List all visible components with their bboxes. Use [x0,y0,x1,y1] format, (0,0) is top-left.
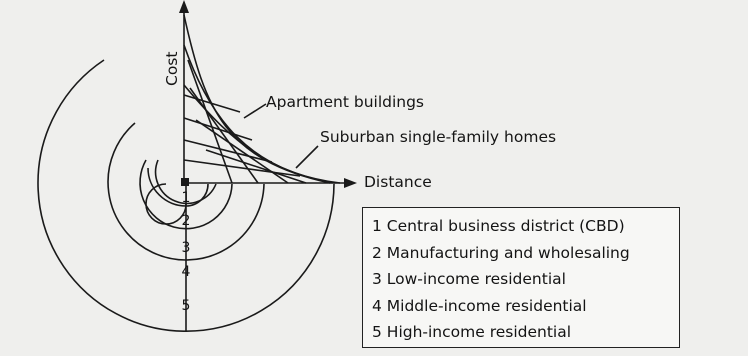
suburban-homes-label: Suburban single-family homes [320,128,557,146]
distance-axis-arrowhead [344,178,357,188]
legend-item-high-income: 5 High-income residential [372,323,572,341]
zone-number-3: 3 [181,240,191,256]
zone-number-2: 2 [181,213,191,229]
zone-number-1: 1 [181,190,191,206]
cost-axis-arrowhead [179,0,189,13]
zone-number-4: 4 [181,264,191,280]
legend-box [362,207,680,348]
apartment-buildings-label: Apartment buildings [266,93,425,111]
leader-apartments [244,104,266,118]
cost-axis-label: Cost [163,51,181,86]
legend-item-cbd: 1 Central business district (CBD) [372,217,625,235]
distance-axis-label: Distance [364,173,432,191]
chord-1 [184,95,240,112]
legend-item-low-income: 3 Low-income residential [372,270,566,288]
chord-6 [190,88,258,183]
legend-item-manufacturing: 2 Manufacturing and wholesaling [372,243,630,262]
zone-number-5: 5 [181,298,191,314]
legend-item-middle-income: 4 Middle-income residential [372,296,587,315]
cbd-marker [181,178,189,186]
chord-3 [184,140,272,162]
leader-suburban [296,146,318,168]
